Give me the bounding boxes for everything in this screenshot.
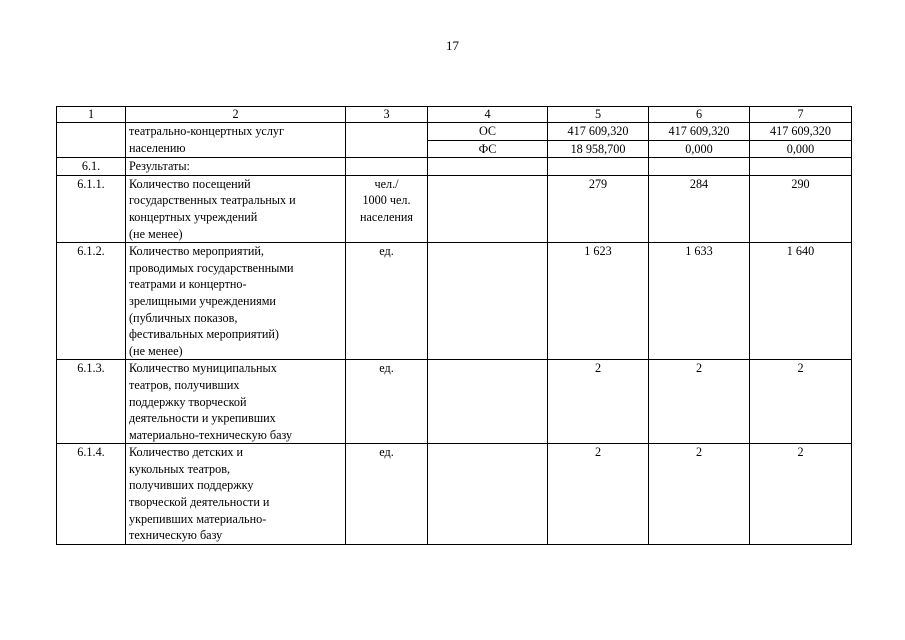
value-cell: 417 609,320 [548, 123, 649, 141]
value-cell: 1 623 [548, 243, 649, 360]
row-name: Количество детских и кукольных театров, получивших поддержку творческой деятельности и укрепивших материально- техническую базу [126, 444, 346, 545]
row-name: Количество посещений государственных театральных и концертных учреждений (не менее) [126, 175, 346, 242]
row-number: 6.1.3. [57, 360, 126, 444]
value-cell: 290 [750, 175, 852, 242]
value-cell: 1 633 [649, 243, 750, 360]
column-header: 2 [126, 107, 346, 123]
value-cell: 18 958,700 [548, 140, 649, 158]
value-cell: 279 [548, 175, 649, 242]
row-name: театрально-концертных услуг населению [126, 123, 346, 158]
value-cell: 1 640 [750, 243, 852, 360]
row-unit: чел./ 1000 чел. населения [346, 175, 428, 242]
section-title: Результаты: [126, 158, 346, 176]
row-name: Количество муниципальных театров, получивших поддержку творческой деятельности и укрепивших материально-техническую базу [126, 360, 346, 444]
column-header: 5 [548, 107, 649, 123]
value-cell: 2 [750, 360, 852, 444]
value-cell: 0,000 [649, 140, 750, 158]
value-cell: 2 [649, 360, 750, 444]
funding-source: ФС [428, 140, 548, 158]
value-cell: 2 [750, 444, 852, 545]
value-cell: 2 [548, 444, 649, 545]
table-row [57, 243, 852, 360]
section-row [57, 158, 852, 176]
table-row [57, 123, 852, 141]
table-row [57, 175, 852, 242]
value-cell: 2 [649, 444, 750, 545]
column-header: 1 [57, 107, 126, 123]
funding-source: ОС [428, 123, 548, 141]
row-number: 6.1.1. [57, 175, 126, 242]
row-number: 6.1. [57, 158, 126, 176]
value-cell: 417 609,320 [750, 123, 852, 141]
row-name: Количество мероприятий, проводимых государственными театрами и концертно- зрелищными учреждениями (публичных показов, фестивальных мероприятий) (не менее) [126, 243, 346, 360]
value-cell: 284 [649, 175, 750, 242]
value-cell: 2 [548, 360, 649, 444]
results-table [56, 106, 852, 545]
row-unit: ед. [346, 360, 428, 444]
row-number [57, 123, 126, 158]
column-header: 3 [346, 107, 428, 123]
row-unit: ед. [346, 243, 428, 360]
row-unit [346, 123, 428, 158]
column-header: 7 [750, 107, 852, 123]
column-header: 6 [649, 107, 750, 123]
page-number: 17 [446, 38, 459, 53]
row-unit: ед. [346, 444, 428, 545]
row-number: 6.1.4. [57, 444, 126, 545]
column-number-row [57, 107, 852, 123]
table-row [57, 360, 852, 444]
value-cell: 417 609,320 [649, 123, 750, 141]
table-row [57, 444, 852, 545]
value-cell: 0,000 [750, 140, 852, 158]
row-number: 6.1.2. [57, 243, 126, 360]
column-header: 4 [428, 107, 548, 123]
